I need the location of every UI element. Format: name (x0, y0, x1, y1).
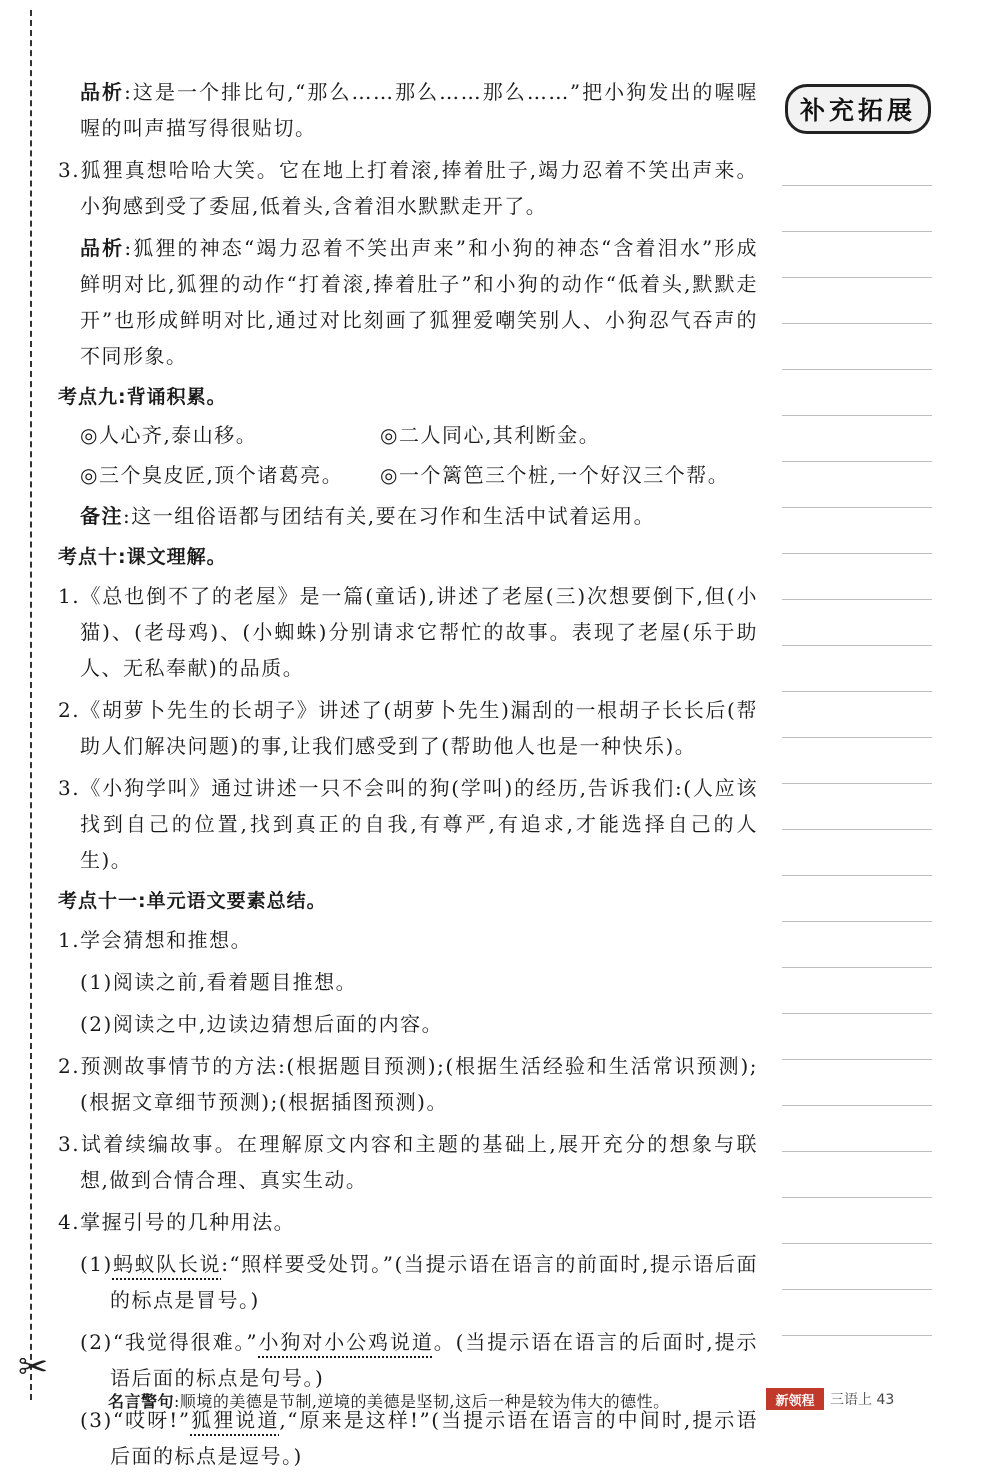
quote-num: (2)“我觉得很难。” (80, 1330, 259, 1354)
analysis-text: :狐狸的神态“竭力忍着不笑出声来”和小狗的神态“含着泪水”形成鲜明对比,狐狸的动作“打着滚,捧着肚子”和小狗的动作“低着头,默默走开”也形成鲜明对比,通过对比刻画了狐狸爱嘲笑别人、小狗忍气吞声的不同形象。 (80, 236, 759, 368)
analysis-text: :这是一个排比句,“那么……那么……那么……”把小狗发出的喔喔喔的叫声描写得很贴切。 (80, 80, 758, 140)
comprehension-item-2: 2.《胡萝卜先生的长胡子》讲述了(胡萝卜先生)漏刮的一根胡子长长后(帮助人们解决问题)的事,让我们感受到了(帮助他人也是一种快乐)。 (58, 698, 758, 758)
analysis-paragraph-1 (58, 74, 758, 146)
main-content (58, 74, 758, 1480)
proverb-item: ◎三个臭皮匠,顶个诸葛亮。 (80, 463, 344, 487)
scissors-icon: ✂ (18, 1347, 49, 1388)
comprehension-item-3: 3.《小狗学叫》通过讲述一只不会叫的狗(学叫)的经历,告诉我们:(人应该找到自己的位置,找到真正的自我,有尊严,有追求,才能选择自己的人生)。 (58, 776, 758, 872)
proverb-note (58, 498, 758, 534)
binding-cut-line (30, 10, 32, 1400)
page-number: 三语上 43 (830, 1392, 895, 1408)
publisher-brand: 新领程 (766, 1388, 824, 1410)
summary-item-2: 2.预测故事情节的方法:(根据题目预测);(根据生活经验和生活常识预测);(根据文章细节预测);(根据插图预测)。 (58, 1054, 758, 1114)
quote-rest: 。(当提示语在语言的后面时,提示语后面的标点是句号。) (110, 1330, 759, 1390)
footer-label: 名言警句 (108, 1392, 175, 1411)
example-sentence-3: 3.狐狸真想哈哈大笑。它在地上打着滚,捧着肚子,竭力忍着不笑出声来。小狗感到受了委屈,低着头,含着泪水默默走开了。 (58, 158, 758, 218)
quote-usage-3 (58, 1402, 758, 1474)
quote-usage-1 (58, 1246, 758, 1318)
comprehension-item-1: 1.《总也倒不了的老屋》是一篇(童话),讲述了老屋(三)次想要倒下,但(小猫)、(老母鸡)、(小蜘蛛)分别请求它帮忙的故事。表现了老屋(乐于助人、无私奉献)的品质。 (58, 584, 758, 680)
summary-item-4: 4.掌握引号的几种用法。 (58, 1210, 296, 1234)
proverb-item: ◎一个篱笆三个桩,一个好汉三个帮。 (380, 463, 730, 487)
prompt-phrase: 狐狸说道 (190, 1408, 280, 1432)
proverb-item: ◎二人同心,其利断金。 (380, 423, 601, 447)
section-title-summary: 考点十一:单元语文要素总结。 (58, 890, 327, 912)
notes-lines (782, 140, 932, 1340)
prompt-phrase: 小狗对小公鸡说道 (258, 1330, 434, 1354)
supplement-banner: 补充拓展 (785, 84, 931, 134)
section-title-comprehension: 考点十:课文理解。 (58, 546, 227, 568)
prompt-phrase: 蚂蚁队长说 (112, 1252, 222, 1276)
summary-item-3: 3.试着续编故事。在理解原文内容和主题的基础上,展开充分的想象与联想,做到合情合理、真实生动。 (58, 1132, 758, 1192)
quote-rest: ,“原来是这样!”(当提示语在语言的中间时,提示语后面的标点是逗号。) (110, 1408, 758, 1468)
summary-subitem-2: (2)阅读之中,边读边猜想后面的内容。 (80, 1012, 444, 1036)
footer-text: :顺境的美德是节制,逆境的美德是坚韧,这后一种是较为伟大的德性。 (174, 1392, 670, 1411)
summary-item-1: 1.学会猜想和推想。 (58, 928, 253, 952)
quote-usage-2 (58, 1324, 758, 1396)
analysis-label: 品析 (80, 80, 125, 104)
analysis-paragraph-2 (58, 230, 758, 374)
quote-num: (1) (80, 1252, 113, 1276)
note-label: 备注 (80, 504, 123, 528)
quote-rest: :“照样要受处罚。”(当提示语在语言的前面时,提示语后面的标点是冒号。) (110, 1252, 759, 1312)
summary-subitem-1: (1)阅读之前,看着题目推想。 (80, 970, 358, 994)
proverb-item: ◎人心齐,泰山移。 (80, 423, 258, 447)
proverb-grid (58, 418, 758, 492)
footer-quote (108, 1389, 670, 1412)
quote-num: (3)“哎呀!” (80, 1408, 191, 1432)
note-text: :这一组俗语都与团结有关,要在习作和生活中试着运用。 (123, 504, 656, 528)
analysis-label: 品析 (80, 236, 125, 260)
section-title-recitation: 考点九:背诵积累。 (58, 386, 227, 408)
